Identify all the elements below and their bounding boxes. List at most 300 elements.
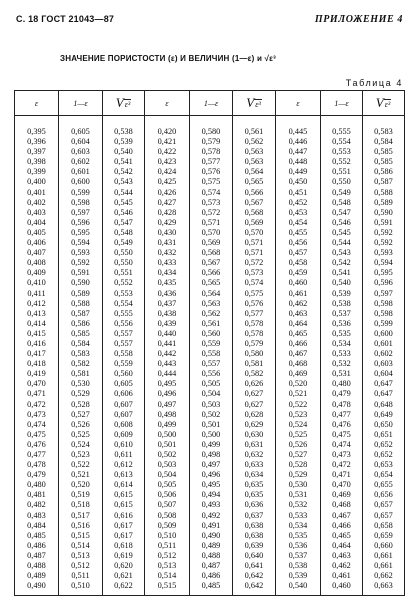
col-header-sqrt: Vε³ <box>233 91 276 116</box>
table-cell: 0,563 <box>201 298 221 308</box>
table-cell: 0,569 <box>201 238 221 248</box>
table-cell: 0,554 <box>114 298 133 308</box>
table-cell: 0,529 <box>71 389 90 399</box>
table-cell: 0,560 <box>114 369 133 379</box>
table-cell: 0,547 <box>114 217 133 227</box>
table-cell: 0,520 <box>71 480 90 490</box>
table-cell: 0,531 <box>288 490 308 500</box>
table-cell: 0,563 <box>244 147 264 157</box>
col-header-one-minus-e: 1—ε <box>59 91 103 116</box>
table-cell: 0,529 <box>288 470 308 480</box>
col-header-one-minus-e: 1—ε <box>190 91 233 116</box>
table-cell: 0,533 <box>288 510 308 520</box>
table-cell: 0,616 <box>114 510 133 520</box>
table-cell: 0,465 <box>288 328 308 338</box>
table-cell: 0,566 <box>201 268 221 278</box>
table-cell: 0,587 <box>71 308 90 318</box>
table-cell: 0,405 <box>27 227 46 237</box>
table-cell: 0,522 <box>71 460 90 470</box>
table-cell: 0,562 <box>244 137 264 147</box>
table-cell: 0,632 <box>244 450 264 459</box>
table-cell: 0,513 <box>157 561 177 571</box>
col-e <box>145 116 190 596</box>
table-cell: 0,584 <box>374 137 393 147</box>
col-sqrt <box>103 116 145 596</box>
table-cell: 0,426 <box>157 187 177 197</box>
table-cell: 0,542 <box>114 167 133 177</box>
table-cell: 0,420 <box>157 127 177 136</box>
table-cell: 0,410 <box>27 278 46 288</box>
table-cell: 0,440 <box>157 328 177 338</box>
table-cell: 0,656 <box>374 490 393 500</box>
table-cell: 0,454 <box>288 217 308 227</box>
table-cell: 0,615 <box>114 490 133 500</box>
table-cell: 0,595 <box>374 268 393 278</box>
table-cell: 0,590 <box>374 207 393 217</box>
table-cell: 0,453 <box>288 207 308 217</box>
table-cell: 0,477 <box>332 409 351 419</box>
table-cell: 0,527 <box>288 450 308 459</box>
table-cell: 0,594 <box>374 258 393 268</box>
table-cell: 0,589 <box>374 197 393 207</box>
table-cell: 0,610 <box>114 439 133 449</box>
table-cell: 0,542 <box>332 258 351 268</box>
table-cell: 0,441 <box>157 338 177 348</box>
page-header-standard: С. 18 ГОСТ 21043—87 <box>16 14 115 24</box>
table-cell: 0,615 <box>114 500 133 510</box>
table-cell: 0,609 <box>114 429 133 439</box>
table-cell: 0,497 <box>201 460 221 470</box>
table-cell: 0,444 <box>157 369 177 379</box>
table-cell: 0,396 <box>27 137 46 147</box>
table-cell: 0,490 <box>201 530 221 540</box>
table-cell: 0,434 <box>157 268 177 278</box>
table-cell: 0,642 <box>244 581 264 591</box>
table-cell: 0,589 <box>71 288 90 298</box>
table-cell: 0,569 <box>244 217 264 227</box>
table-cell: 0,581 <box>244 359 264 369</box>
table-cell: 0,435 <box>157 278 177 288</box>
table-cell: 0,473 <box>27 409 46 419</box>
table-cell: 0,627 <box>244 389 264 399</box>
col-header-e: ε <box>145 91 190 116</box>
table-cell: 0,457 <box>288 248 308 258</box>
table-cell: 0,603 <box>374 359 393 369</box>
table-cell: 0,596 <box>374 278 393 288</box>
table-cell: 0,567 <box>201 258 221 268</box>
col-header-e: ε <box>276 91 321 116</box>
table-cell: 0,566 <box>244 187 264 197</box>
table-cell: 0,488 <box>201 550 221 560</box>
table-cell: 0,526 <box>71 419 90 429</box>
table-cell: 0,502 <box>157 450 177 459</box>
table-cell: 0,617 <box>114 530 133 540</box>
table-cell: 0,663 <box>374 581 393 591</box>
table-cell: 0,550 <box>114 248 133 258</box>
table-cell: 0,503 <box>201 399 221 409</box>
table-cell: 0,402 <box>27 197 46 207</box>
table-cell: 0,459 <box>288 268 308 278</box>
table-cell: 0,412 <box>27 298 46 308</box>
table-cell: 0,575 <box>201 177 221 187</box>
table-cell: 0,630 <box>244 429 264 439</box>
table-cell: 0,576 <box>201 167 221 177</box>
table-cell: 0,599 <box>374 318 393 328</box>
table-cell: 0,602 <box>71 157 90 167</box>
table-cell: 0,580 <box>201 127 221 136</box>
table-cell: 0,549 <box>114 238 133 248</box>
table-cell: 0,593 <box>71 248 90 258</box>
table-cell: 0,452 <box>288 197 308 207</box>
table-cell: 0,472 <box>27 399 46 409</box>
table-cell: 0,518 <box>71 500 90 510</box>
table-cell: 0,490 <box>27 581 46 591</box>
table-cell: 0,464 <box>332 540 351 550</box>
table-cell: 0,417 <box>27 349 46 359</box>
table-cell: 0,533 <box>332 349 351 359</box>
table-cell: 0,540 <box>332 278 351 288</box>
table-cell: 0,474 <box>332 439 351 449</box>
table-cell: 0,497 <box>157 399 177 409</box>
table-cell: 0,523 <box>288 409 308 419</box>
table-cell: 0,431 <box>157 238 177 248</box>
table-cell: 0,476 <box>27 439 46 449</box>
table-cell: 0,496 <box>201 470 221 480</box>
table-cell: 0,587 <box>374 177 393 187</box>
table-cell: 0,398 <box>27 157 46 167</box>
table-cell: 0,489 <box>201 540 221 550</box>
table-cell: 0,622 <box>114 581 133 591</box>
table-cell: 0,450 <box>288 177 308 187</box>
table-cell: 0,469 <box>288 369 308 379</box>
col-header-e: ε <box>15 91 59 116</box>
table-cell: 0,534 <box>332 338 351 348</box>
table-cell: 0,472 <box>332 460 351 470</box>
table-cell: 0,512 <box>71 561 90 571</box>
table-cell: 0,509 <box>157 520 177 530</box>
table-cell: 0,661 <box>374 550 393 560</box>
table-cell: 0,503 <box>157 460 177 470</box>
table-cell: 0,594 <box>71 238 90 248</box>
table-cell: 0,573 <box>244 268 264 278</box>
table-cell: 0,466 <box>332 520 351 530</box>
table-cell: 0,561 <box>201 318 221 328</box>
table-cell: 0,585 <box>374 147 393 157</box>
table-cell: 0,545 <box>114 197 133 207</box>
table-cell: 0,491 <box>201 520 221 530</box>
table-cell: 0,513 <box>71 550 90 560</box>
table-cell: 0,536 <box>332 318 351 328</box>
table-cell: 0,433 <box>157 258 177 268</box>
table-cell: 0,486 <box>201 571 221 581</box>
table-cell: 0,530 <box>71 379 90 389</box>
table-cell: 0,498 <box>157 409 177 419</box>
table-cell: 0,521 <box>288 389 308 399</box>
table-cell: 0,525 <box>71 429 90 439</box>
table-cell: 0,550 <box>114 258 133 268</box>
table-cell: 0,536 <box>288 540 308 550</box>
table-cell: 0,535 <box>332 328 351 338</box>
table-cell: 0,579 <box>244 338 264 348</box>
table-cell: 0,561 <box>244 127 264 136</box>
table-cell: 0,499 <box>201 439 221 449</box>
table-title: ЗНАЧЕНИЕ ПОРИСТОСТИ (ε) И ВЕЛИЧИН (1—ε) и √ε³ <box>60 54 276 63</box>
table-cell: 0,603 <box>71 147 90 157</box>
table-cell: 0,397 <box>27 147 46 157</box>
table-cell: 0,553 <box>332 147 351 157</box>
table-cell: 0,460 <box>332 581 351 591</box>
table-cell: 0,651 <box>374 429 393 439</box>
table-cell: 0,432 <box>157 248 177 258</box>
table-cell: 0,475 <box>27 429 46 439</box>
table-cell: 0,422 <box>157 147 177 157</box>
col-header-sqrt: Vε³ <box>363 91 405 116</box>
table-cell: 0,584 <box>71 338 90 348</box>
table-cell: 0,468 <box>332 500 351 510</box>
table-cell: 0,528 <box>71 399 90 409</box>
table-cell: 0,449 <box>288 167 308 177</box>
table-cell: 0,428 <box>157 207 177 217</box>
table-cell: 0,522 <box>288 399 308 409</box>
table-cell: 0,570 <box>244 227 264 237</box>
table-cell: 0,451 <box>288 187 308 197</box>
table-cell: 0,517 <box>71 510 90 520</box>
table-cell: 0,479 <box>27 470 46 480</box>
table-cell: 0,557 <box>114 338 133 348</box>
table-cell: 0,487 <box>201 561 221 571</box>
col-header-sqrt: Vε³ <box>103 91 145 116</box>
table-cell: 0,662 <box>374 571 393 581</box>
table-cell: 0,585 <box>374 157 393 167</box>
table-cell: 0,578 <box>201 147 221 157</box>
table-cell: 0,467 <box>332 510 351 520</box>
table-cell: 0,466 <box>288 338 308 348</box>
table-cell: 0,505 <box>157 480 177 490</box>
table-cell: 0,559 <box>201 338 221 348</box>
table-cell: 0,427 <box>157 197 177 207</box>
porosity-table <box>14 90 405 596</box>
table-cell: 0,463 <box>288 308 308 318</box>
table-cell: 0,565 <box>201 278 221 288</box>
table-cell: 0,570 <box>201 227 221 237</box>
table-cell: 0,658 <box>374 520 393 530</box>
table-cell: 0,572 <box>244 258 264 268</box>
table-cell: 0,659 <box>374 530 393 540</box>
table-cell: 0,539 <box>114 137 133 147</box>
table-cell: 0,564 <box>201 288 221 298</box>
table-cell: 0,414 <box>27 318 46 328</box>
table-cell: 0,642 <box>244 571 264 581</box>
table-cell: 0,424 <box>157 167 177 177</box>
table-cell: 0,501 <box>157 439 177 449</box>
table-cell: 0,498 <box>201 450 221 459</box>
table-cell: 0,508 <box>157 510 177 520</box>
table-cell: 0,660 <box>374 540 393 550</box>
table-cell: 0,408 <box>27 258 46 268</box>
table-cell: 0,524 <box>71 439 90 449</box>
table-cell: 0,438 <box>157 308 177 318</box>
table-cell: 0,654 <box>374 470 393 480</box>
table-cell: 0,649 <box>374 409 393 419</box>
table-cell: 0,631 <box>244 439 264 449</box>
table-cell: 0,456 <box>288 238 308 248</box>
table-cell: 0,487 <box>27 550 46 560</box>
table-cell: 0,516 <box>71 520 90 530</box>
table-cell: 0,467 <box>288 349 308 359</box>
page-header <box>16 14 403 28</box>
table-cell: 0,595 <box>71 227 90 237</box>
table-cell: 0,578 <box>244 318 264 328</box>
table-cell: 0,568 <box>201 248 221 258</box>
table-cell: 0,592 <box>71 258 90 268</box>
table-cell: 0,605 <box>114 379 133 389</box>
table-cell: 0,627 <box>244 399 264 409</box>
table-cell: 0,564 <box>244 167 264 177</box>
table-cell: 0,626 <box>244 379 264 389</box>
table-cell: 0,530 <box>288 480 308 490</box>
table-cell: 0,471 <box>27 389 46 399</box>
table-cell: 0,558 <box>201 349 221 359</box>
table-cell: 0,399 <box>27 167 46 177</box>
table-cell: 0,500 <box>157 429 177 439</box>
table-cell: 0,502 <box>201 409 221 419</box>
table-cell: 0,611 <box>114 450 133 459</box>
table-cell: 0,543 <box>332 248 351 258</box>
table-cell: 0,552 <box>114 278 133 288</box>
table-cell: 0,580 <box>244 349 264 359</box>
table-cell: 0,400 <box>27 177 46 187</box>
table-cell: 0,443 <box>157 359 177 369</box>
table-cell: 0,479 <box>332 389 351 399</box>
table-cell: 0,538 <box>114 127 133 136</box>
table-cell: 0,548 <box>332 197 351 207</box>
table-cell: 0,586 <box>374 167 393 177</box>
table-cell: 0,511 <box>157 540 177 550</box>
table-cell: 0,419 <box>27 369 46 379</box>
table-cell: 0,652 <box>374 439 393 449</box>
table-cell: 0,532 <box>332 359 351 369</box>
table-cell: 0,604 <box>71 137 90 147</box>
table-cell: 0,628 <box>244 409 264 419</box>
table-cell: 0,653 <box>374 460 393 470</box>
table-cell: 0,531 <box>332 369 351 379</box>
table-cell: 0,637 <box>244 510 264 520</box>
col-e <box>276 116 321 596</box>
table-cell: 0,460 <box>288 278 308 288</box>
table-cell: 0,555 <box>332 127 351 136</box>
table-cell: 0,578 <box>244 328 264 338</box>
table-cell: 0,525 <box>288 429 308 439</box>
table-cell: 0,596 <box>71 217 90 227</box>
table-cell: 0,505 <box>201 379 221 389</box>
table-cell: 0,495 <box>201 480 221 490</box>
table-cell: 0,510 <box>71 581 90 591</box>
table-cell: 0,638 <box>244 530 264 540</box>
table-cell: 0,537 <box>288 550 308 560</box>
table-cell: 0,523 <box>71 450 90 459</box>
table-cell: 0,593 <box>374 248 393 258</box>
table-cell: 0,588 <box>374 187 393 197</box>
table-cell: 0,579 <box>201 137 221 147</box>
table-cell: 0,598 <box>374 298 393 308</box>
table-header-row <box>15 91 405 116</box>
table-cell: 0,546 <box>114 207 133 217</box>
table-cell: 0,406 <box>27 238 46 248</box>
table-cell: 0,640 <box>244 550 264 560</box>
table-cell: 0,617 <box>114 520 133 530</box>
appendix-label: ПРИЛОЖЕНИЕ 4 <box>314 14 403 25</box>
table-cell: 0,493 <box>201 500 221 510</box>
table-cell: 0,574 <box>244 278 264 288</box>
table-cell: 0,473 <box>332 450 351 459</box>
table-cell: 0,541 <box>114 157 133 167</box>
table-cell: 0,582 <box>71 359 90 369</box>
table-cell: 0,534 <box>288 520 308 530</box>
table-cell: 0,567 <box>244 197 264 207</box>
table-cell: 0,598 <box>374 308 393 318</box>
col-header-one-minus-e: 1—ε <box>321 91 363 116</box>
table-cell: 0,647 <box>374 389 393 399</box>
table-cell: 0,546 <box>332 217 351 227</box>
table-cell: 0,506 <box>157 490 177 500</box>
table-cell: 0,548 <box>114 227 133 237</box>
table-cell: 0,559 <box>114 359 133 369</box>
table-cell: 0,598 <box>71 197 90 207</box>
table-cell: 0,604 <box>374 369 393 379</box>
table-cell: 0,470 <box>27 379 46 389</box>
table-cell: 0,478 <box>27 460 46 470</box>
table-cell: 0,619 <box>114 550 133 560</box>
table-cell: 0,499 <box>157 419 177 429</box>
table-cell: 0,544 <box>114 187 133 197</box>
table-cell: 0,524 <box>288 419 308 429</box>
table-cell: 0,638 <box>244 520 264 530</box>
table-cell: 0,495 <box>157 379 177 389</box>
table-cell: 0,612 <box>114 460 133 470</box>
table-cell: 0,574 <box>201 187 221 197</box>
table-cell: 0,395 <box>27 127 46 136</box>
table-cell: 0,556 <box>114 318 133 328</box>
table-cell: 0,501 <box>201 419 221 429</box>
table-cell: 0,401 <box>27 187 46 197</box>
table-cell: 0,446 <box>288 137 308 147</box>
table-cell: 0,606 <box>114 389 133 399</box>
table-cell: 0,482 <box>27 500 46 510</box>
table-cell: 0,504 <box>201 389 221 399</box>
table-cell: 0,481 <box>27 490 46 500</box>
table-cell: 0,554 <box>332 137 351 147</box>
table-cell: 0,511 <box>71 571 90 581</box>
table-cell: 0,465 <box>332 530 351 540</box>
table-cell: 0,588 <box>71 298 90 308</box>
table-cell: 0,486 <box>27 540 46 550</box>
table-cell: 0,608 <box>114 419 133 429</box>
table-cell: 0,571 <box>244 248 264 258</box>
table-cell: 0,462 <box>332 561 351 571</box>
table-cell: 0,488 <box>27 561 46 571</box>
table-cell: 0,507 <box>157 500 177 510</box>
table-cell: 0,572 <box>201 207 221 217</box>
table-cell: 0,520 <box>288 379 308 389</box>
table-cell: 0,462 <box>288 298 308 308</box>
table-cell: 0,471 <box>332 470 351 480</box>
table-cell: 0,515 <box>71 530 90 540</box>
table-cell: 0,633 <box>244 460 264 470</box>
table-cell: 0,573 <box>201 197 221 207</box>
table-cell: 0,602 <box>374 349 393 359</box>
table-cell: 0,442 <box>157 349 177 359</box>
table-cell: 0,583 <box>374 127 393 136</box>
